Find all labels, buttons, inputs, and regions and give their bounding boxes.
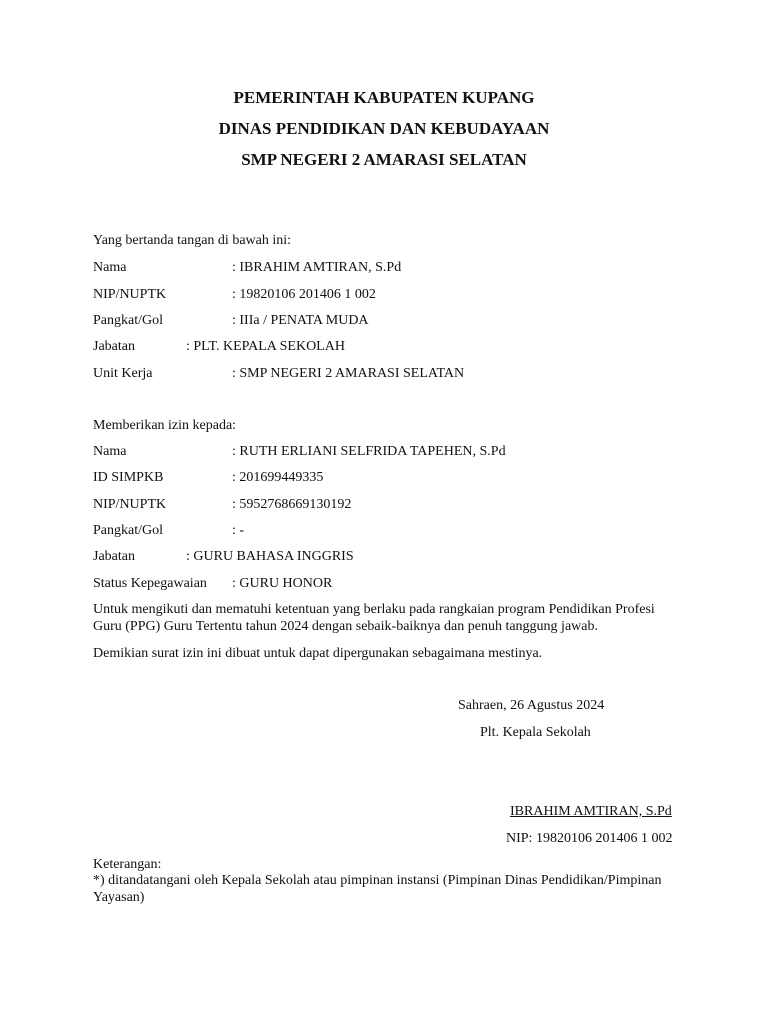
recipient-rank-label: Pangkat/Gol [93, 523, 163, 538]
issuer-unit-label: Unit Kerja [93, 366, 153, 381]
issuer-position-label: Jabatan [93, 339, 135, 354]
signature-place-date: Sahraen, 26 Agustus 2024 [458, 698, 605, 713]
recipient-name-value: : RUTH ERLIANI SELFRIDA TAPEHEN, S.Pd [232, 444, 506, 459]
signature-name: IBRAHIM AMTIRAN, S.Pd [510, 804, 672, 819]
recipient-name-label: Nama [93, 444, 127, 459]
recipient-simpkb-label: ID SIMPKB [93, 470, 164, 485]
issuer-intro: Yang bertanda tangan di bawah ini: [93, 233, 292, 248]
issuer-name-value: : IBRAHIM AMTIRAN, S.Pd [232, 260, 402, 275]
issuer-rank-label: Pangkat/Gol [93, 313, 163, 328]
recipient-intro: Memberikan izin kepada: [93, 418, 237, 433]
issuer-nip-value: : 19820106 201406 1 002 [232, 287, 376, 302]
letterhead-department: DINAS PENDIDIKAN DAN KEBUDAYAAN [218, 119, 550, 138]
letterhead-school: SMP NEGERI 2 AMARASI SELATAN [241, 150, 527, 169]
note-title: Keterangan: [93, 857, 162, 872]
letterhead-government: PEMERINTAH KABUPATEN KUPANG [233, 88, 535, 107]
signature-nip: NIP: 19820106 201406 1 002 [506, 831, 673, 846]
recipient-position-value: : GURU BAHASA INGGRIS [186, 549, 354, 564]
issuer-rank-value: : IIIa / PENATA MUDA [232, 313, 369, 328]
signature-position: Plt. Kepala Sekolah [480, 725, 591, 740]
body-paragraph-purpose: Untuk mengikuti dan mematuhi ketentuan yang berlaku pada rangkaian program Pendidikan Profesi Guru (PPG) Guru Tertentu tahun 2024 dengan sebaik-baiknya dan penuh tanggung jawab. [93, 602, 655, 634]
recipient-rank-value: : - [232, 523, 245, 538]
issuer-position-value: : PLT. KEPALA SEKOLAH [186, 339, 345, 354]
recipient-status-label: Status Kepegawaian [93, 576, 207, 591]
issuer-unit-value: : SMP NEGERI 2 AMARASI SELATAN [232, 366, 465, 381]
recipient-position-label: Jabatan [93, 549, 135, 564]
recipient-status-value: : GURU HONOR [232, 576, 333, 591]
recipient-nip-label: NIP/NUPTK [93, 497, 167, 512]
recipient-simpkb-value: : 201699449335 [232, 470, 324, 485]
note-text: *) ditandatangani oleh Kepala Sekolah atau pimpinan instansi (Pimpinan Dinas Pendidikan/Pimpinan Yayasan) [93, 873, 662, 905]
recipient-nip-value: : 5952768669130192 [232, 497, 352, 512]
body-paragraph-closing: Demikian surat izin ini dibuat untuk dapat dipergunakan sebagaimana mestinya. [93, 646, 543, 661]
issuer-name-label: Nama [93, 260, 127, 275]
issuer-nip-label: NIP/NUPTK [93, 287, 167, 302]
